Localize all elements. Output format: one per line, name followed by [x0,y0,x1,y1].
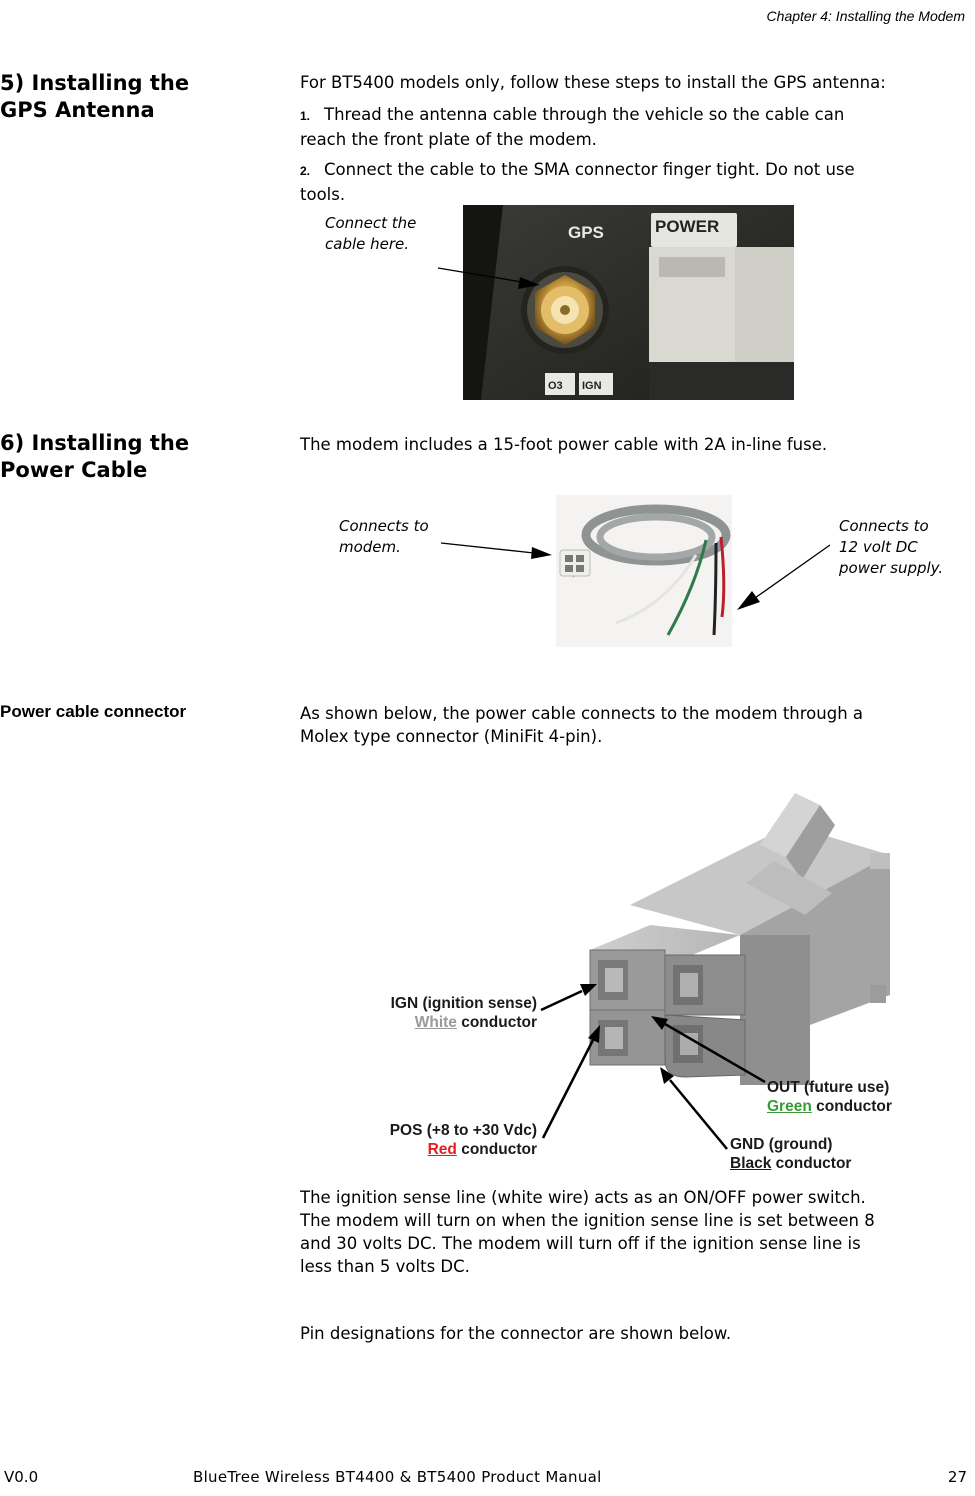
pin-ign-label [387,994,537,1032]
section-6-intro: The modem includes a 15-foot power cable with 2A in-line fuse. [300,435,828,454]
step-1-text-cont: reach the front plate of the modem. [300,130,597,149]
ignition-paragraph [300,1186,970,1278]
pin-gnd-label [730,1135,851,1173]
pin-ign-color: White [414,1014,457,1031]
ignition-paragraph-line1: The ignition sense line (white wire) acts as an ON/OFF power switch. [300,1188,866,1207]
pin-gnd-title: GND (ground) [730,1136,833,1153]
connector-intro-line1: As shown below, the power cable connects to the modem through a [300,704,864,723]
pin-pos-title: POS (+8 to +30 Vdc) [389,1122,537,1139]
pin-out-suffix: conductor [811,1098,892,1115]
gps-callout [325,213,416,255]
section-5-intro: For BT5400 models only, follow these steps to install the GPS antenna: [300,73,886,92]
connector-intro [300,702,970,748]
ignition-paragraph-line4: less than 5 volts DC. [300,1257,470,1276]
pin-out-label [767,1078,892,1116]
supply-callout [839,516,943,579]
footer-version: V0.0 [4,1468,39,1486]
pin-designation-paragraph: Pin designations for the connector are shown below. [300,1324,732,1343]
connector-intro-line2: Molex type connector (MiniFit 4-pin). [300,727,603,746]
section-6-title [0,430,189,484]
power-photo-label: POWER [655,217,720,236]
ignition-paragraph-line3: and 30 volts DC. The modem will turn off if the ignition sense line is [300,1234,861,1253]
chapter-header: Chapter 4: Installing the Modem [766,8,965,24]
step-2 [300,158,970,206]
section-5-title-line1: 5) Installing the [0,71,190,95]
power-cable-photo [556,495,732,647]
footer-page-number: 27 [947,1468,967,1486]
o3-photo-label: O3 [548,380,563,392]
pin-out-title: OUT (future use) [767,1079,890,1096]
section-5-title-line2: GPS Antenna [0,98,155,122]
section-5-title [0,70,189,124]
pin-pos-label [385,1121,537,1159]
step-1 [300,103,970,151]
modem-callout [339,516,429,558]
supply-callout-line3: power supply. [839,559,944,577]
section-6-title-line2: Power Cable [0,458,148,482]
supply-callout-line1: Connects to [839,517,929,535]
supply-callout-line2: 12 volt DC [839,538,918,556]
connector-title: Power cable connector [0,702,187,721]
gps-callout-line2: cable here. [325,235,410,253]
step-2-text: Connect the cable to the SMA connector finger tight. Do not use [324,160,855,179]
step-2-number: 2. [300,164,311,178]
step-1-number: 1. [300,109,311,123]
pin-ign-suffix: conductor [456,1014,537,1031]
gps-photo-label: GPS [568,223,604,242]
step-1-text: Thread the antenna cable through the vehicle so the cable can [324,105,845,124]
footer-manual-title: BlueTree Wireless BT4400 & BT5400 Product Manual [193,1468,602,1486]
step-2-text-cont: tools. [300,185,346,204]
section-6-title-line1: 6) Installing the [0,431,190,455]
modem-callout-line1: Connects to [339,517,429,535]
molex-connector-illustration [560,785,900,1090]
ignition-paragraph-line2: The modem will turn on when the ignition sense line is set between 8 [300,1211,875,1230]
pin-gnd-suffix: conductor [771,1155,852,1172]
modem-callout-line2: modem. [339,538,401,556]
pin-pos-color: Red [427,1141,457,1158]
gps-callout-line1: Connect the [325,214,417,232]
ign-photo-label: IGN [582,380,602,392]
pin-pos-suffix: conductor [456,1141,537,1158]
pin-ign-title: IGN (ignition sense) [390,995,537,1012]
pin-gnd-color: Black [730,1155,772,1172]
gps-connector-photo [463,205,794,400]
pin-out-color: Green [767,1098,812,1115]
